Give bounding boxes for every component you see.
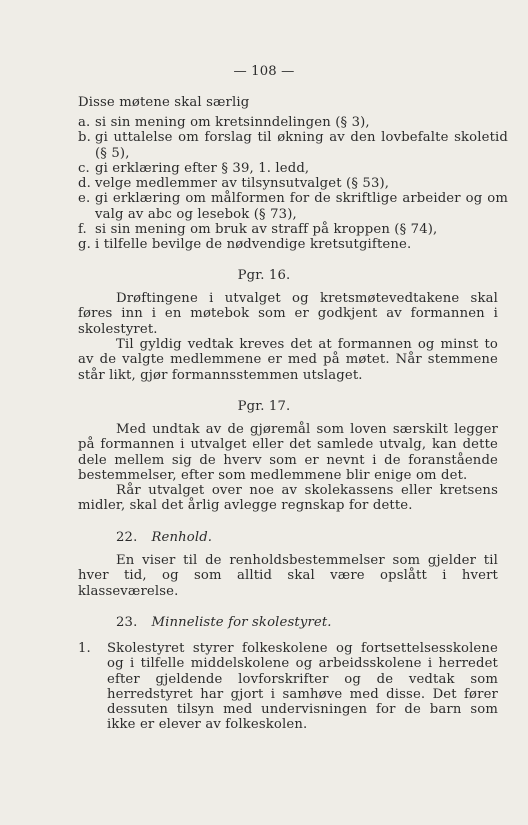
list-item <box>78 222 508 237</box>
list-item <box>78 115 508 130</box>
list-item-text: velge medlemmer av tilsynsutvalget (§ 53), <box>95 176 390 192</box>
list-item-letter: e. <box>78 191 91 207</box>
pgr-17-heading: Pgr. 17. <box>237 399 291 414</box>
section-23-title <box>116 615 496 630</box>
list-item-text: si sin mening om kretsinndelingen (§ 3), <box>95 115 370 130</box>
list-item-letter: f. <box>78 222 87 238</box>
list-item-letter: b. <box>78 130 91 146</box>
list-item <box>78 130 508 161</box>
list-item-text: gi uttalelse om forslag til økning av den lovbefalte skoletid (§ 5), <box>95 130 508 161</box>
list-item <box>78 191 508 222</box>
page-number: — 108 — <box>233 64 295 79</box>
intro-sentence: Disse møtene skal særlig <box>78 95 250 110</box>
pgr-17-paragraph-2: Rår utvalget over noe av skolekassens eller kretsens midler, skal det årlig avlegge regnskap for dette. <box>78 483 498 514</box>
list-item-letter: a. <box>78 115 91 130</box>
list-item-letter: g. <box>78 237 91 253</box>
section-23-title-text: Minneliste for skolestyret. <box>151 615 332 630</box>
list-item-text: si sin mening om bruk av straff på kroppen (§ 74), <box>95 222 438 238</box>
list-item-text: gi erklæring om målformen for de skriftlige arbeider og om valg av abc og lesebok (§ 73), <box>95 191 508 222</box>
pgr-16-heading: Pgr. 16. <box>237 268 291 283</box>
list-item <box>78 161 508 176</box>
section-23-item-1 <box>78 641 498 733</box>
section-22-title-text: Renhold. <box>151 530 213 545</box>
section-23-item-text: Skolestyret styrer folkeskolene og fortsettelsesskolene og i tilfelle middelskolene og arbeidsskolene i herredet efter gjeldende lovforskrifter og de vedtak som herredstyret har gjort i samhøve med disse. Det fører dessuten tilsyn med undervisningen for de barn som ikke er elever av folkeskolen. <box>107 641 498 733</box>
pgr-17-paragraph-1: Med undtak av de gjøremål som loven særskilt legger på formannen i utvalget eller det samlede utvalg, kan dette dele mellem sig de hverv som er nevnt i de foranstående bestemmelser, efter som medlemmene blir enige om det. <box>78 422 498 483</box>
list-item-letter: c. <box>78 160 90 176</box>
pgr-16-paragraph-1: Drøftingene i utvalget og kretsmøtevedtakene skal føres inn i en møtebok som er godkjent av formannen i skolestyret. <box>78 291 498 337</box>
section-23-item-number: 1. <box>78 641 91 656</box>
section-22-number: 22. <box>116 530 138 545</box>
list-item-text: i tilfelle bevilge de nødvendige kretsutgiftene. <box>95 237 412 253</box>
section-23-number: 23. <box>116 615 138 630</box>
list-item-text: gi erklæring efter § 39, 1. ledd, <box>95 160 310 176</box>
list-item <box>78 176 508 191</box>
section-22-title <box>116 530 496 545</box>
duties-list <box>78 115 508 253</box>
pgr-16-paragraph-2: Til gyldig vedtak kreves det at formannen og minst to av de valgte medlemmene er med på møtet. Når stemmene står likt, gjør formannsstemmen utslaget. <box>78 337 498 383</box>
list-item <box>78 237 508 252</box>
list-item-letter: d. <box>78 176 91 192</box>
section-22-paragraph: En viser til de renholdsbestemmelser som gjelder til hver tid, og som alltid skal være opslått i hvert klasseværelse. <box>78 553 498 599</box>
